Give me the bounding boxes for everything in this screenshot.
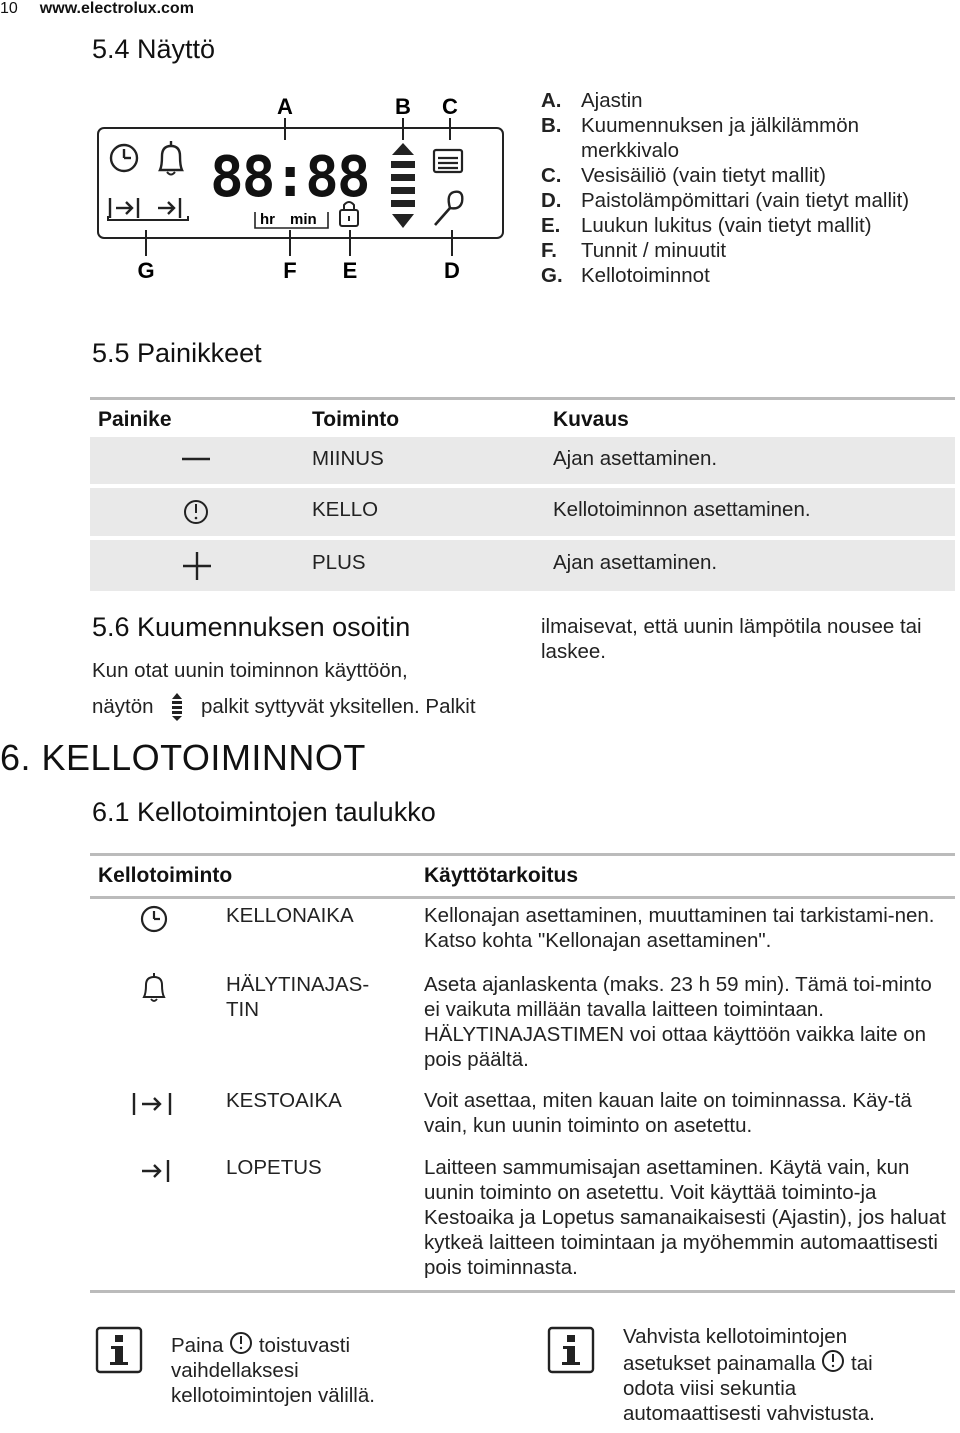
heat-indicator-line2	[92, 693, 476, 721]
legend-item	[541, 88, 951, 113]
table-bottom-rule	[90, 1290, 955, 1293]
function-halytinajastin: HÄLYTINAJAS-TIN	[226, 973, 370, 1021]
function-miinus: MIINUS	[312, 447, 384, 470]
water-tank-icon	[434, 150, 462, 172]
description: Ajan asettaminen.	[553, 551, 718, 574]
function-kellonaika: KELLONAIKA	[226, 904, 354, 927]
function-kestoaika: KESTOAIKA	[226, 1089, 342, 1112]
diagram-letter-b: B	[395, 94, 411, 119]
display-diagram	[90, 90, 530, 290]
heat-text-before: näytön	[92, 695, 154, 718]
page-number: 10	[0, 0, 18, 17]
description: Kellotoiminnon asettaminen.	[553, 498, 811, 521]
info-note-left	[95, 1326, 143, 1379]
duration-icon	[110, 198, 138, 218]
site-url[interactable]: www.electrolux.com	[39, 0, 194, 17]
hr-label: hr	[260, 211, 275, 228]
diagram-letter-d: D	[444, 258, 460, 283]
display-legend	[541, 88, 951, 288]
legend-item	[541, 163, 951, 188]
info-right-rest: odota viisi sekuntia automaattisesti vahvistusta.	[623, 1377, 875, 1425]
legend-letter: A.	[541, 89, 562, 112]
heat-indicator-icon	[391, 143, 415, 228]
table-row	[90, 437, 955, 484]
legend-text: Luukun lukitus (vain tietyt mallit)	[581, 214, 872, 237]
table-row	[90, 488, 955, 536]
end-icon	[158, 198, 180, 218]
legend-text: Kuumennuksen ja jälkilämmön merkkivalo	[581, 114, 860, 162]
clock-icon	[183, 499, 209, 525]
meat-probe-icon	[435, 192, 462, 225]
legend-text: Tunnit / minuutit	[581, 239, 727, 262]
min-label: min	[290, 211, 317, 228]
info-right-line1: Vahvista kellotoimintojen	[623, 1325, 848, 1348]
legend-item	[541, 238, 951, 263]
legend-item	[541, 213, 951, 238]
info-left-after: toistuvasti	[258, 1334, 350, 1357]
chapter-title-6: 6. KELLOTOIMINNOT	[0, 737, 366, 778]
minus-icon	[182, 455, 210, 463]
legend-text: Paistolämpömittari (vain tietyt mallit)	[581, 189, 910, 212]
page-header	[0, 0, 194, 18]
purpose: Aseta ajanlaskenta (maks. 23 h 59 min). Tämä toi-minto ei vaikuta millään tavalla laitteen toimintaan. HÄLYTINAJASTIMEN voi ottaa käyttöön vaikka laite on pois päältä.	[424, 973, 932, 1071]
plus-icon	[183, 552, 211, 580]
clock-table-header	[90, 853, 955, 899]
description: Ajan asettaminen.	[553, 447, 718, 470]
col-header-toiminto: Toiminto	[312, 408, 400, 431]
legend-text: Ajastin	[581, 89, 643, 112]
heat-text-after: palkit syttyvät yksitellen. Palkit	[200, 695, 476, 718]
buttons-table	[90, 397, 955, 593]
legend-letter: E.	[541, 214, 561, 237]
info-text-left	[171, 1331, 421, 1408]
section-title-6-1: 6.1 Kellotoimintojen taulukko	[92, 797, 436, 827]
info-left-rest: vaihdellaksesi kellotoimintojen välillä.	[171, 1359, 375, 1407]
heat-indicator-right-text: ilmaisevat, että uunin lämpötila nousee tai laskee.	[541, 615, 922, 663]
purpose: Kellonajan asettaminen, muuttaminen tai tarkistami-nen. Katso kohta "Kellonajan asettaminen".	[424, 904, 935, 952]
legend-letter: G.	[541, 264, 563, 287]
end-icon	[140, 1158, 174, 1184]
legend-letter: B.	[541, 114, 562, 137]
legend-letter: F.	[541, 239, 557, 262]
buttons-table-header	[90, 397, 955, 440]
diagram-letter-a: A	[277, 94, 293, 119]
col-header-kuvaus: Kuvaus	[553, 408, 629, 431]
info-right-after: tai	[851, 1352, 873, 1375]
legend-item	[541, 263, 951, 288]
legend-letter: C.	[541, 164, 562, 187]
info-left-before: Paina	[171, 1334, 224, 1357]
legend-letter: D.	[541, 189, 562, 212]
info-text-right	[623, 1324, 923, 1426]
info-note-right	[547, 1326, 595, 1379]
heat-bars-icon	[159, 693, 195, 721]
clock-icon	[229, 1331, 253, 1355]
section-title-5-6: 5.6 Kuumennuksen osoitin	[92, 612, 411, 642]
legend-item	[541, 188, 951, 213]
info-right-before: asetukset painamalla	[623, 1352, 816, 1375]
duration-icon	[132, 1091, 174, 1117]
bell-icon	[160, 141, 182, 175]
purpose: Voit asettaa, miten kauan laite on toiminnassa. Käy-tä vain, kun uunin toiminto on asetettu.	[424, 1089, 912, 1137]
diagram-letter-f: F	[283, 258, 297, 283]
col-header-kellotoiminto: Kellotoiminto	[98, 864, 233, 887]
clock-icon	[821, 1349, 845, 1373]
function-plus: PLUS	[312, 551, 366, 574]
diagram-letter-g: G	[137, 258, 155, 283]
col-header-kayttotarkoitus: Käyttötarkoitus	[424, 864, 579, 887]
clock-icon	[111, 145, 137, 171]
legend-text: Kellotoiminnot	[581, 264, 710, 287]
section-title-5-4: 5.4 Näyttö	[92, 34, 216, 64]
diagram-letter-e: E	[342, 258, 358, 283]
col-header-painike: Painike	[98, 408, 172, 431]
purpose: Laitteen sammumisajan asettaminen. Käytä vain, kun uunin toiminto on asetettu. Voit käyttää toiminto-ja Kestoaika ja Lopetus samanaikaisesti (Ajastin), jos haluat kytkeä laitteen toimintaan ja myöhemmin automaattisesti pois toiminnasta.	[424, 1156, 946, 1279]
clock-functions-table	[90, 853, 955, 1293]
table-row	[90, 540, 955, 591]
bell-icon	[140, 973, 168, 1003]
section-title-5-5: 5.5 Painikkeet	[92, 338, 262, 368]
info-icon	[547, 1326, 595, 1374]
legend-item	[541, 113, 951, 163]
function-kello: KELLO	[312, 498, 379, 521]
heat-indicator-line1: Kun otat uunin toiminnon käyttöön,	[92, 659, 408, 682]
diagram-letter-c: C	[442, 94, 458, 119]
display-digits: 88:88	[210, 145, 369, 210]
legend-text: Vesisäiliö (vain tietyt mallit)	[581, 164, 826, 187]
clock-icon	[140, 905, 168, 933]
function-lopetus: LOPETUS	[226, 1156, 322, 1179]
info-icon	[95, 1326, 143, 1374]
